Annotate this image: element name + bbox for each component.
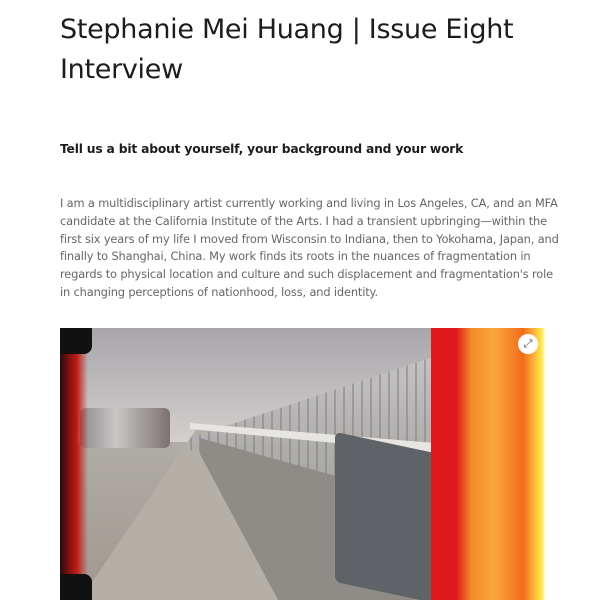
photo-cars <box>80 408 170 448</box>
article-photo[interactable] <box>60 328 546 600</box>
interview-question: Tell us a bit about yourself, your background and your work <box>60 142 464 156</box>
photo-left-light-leak <box>60 328 88 600</box>
photo-sign <box>335 432 440 600</box>
page-title: Stephanie Mei Huang | Issue Eight Interview <box>60 14 514 85</box>
film-corner-top <box>60 328 92 354</box>
film-corner-bottom <box>60 574 92 600</box>
photo-right-light-leak <box>431 328 546 600</box>
interview-answer: I am a multidisciplinary artist currently working and living in Los Angeles, CA, and an MFA candidate at the California Institute of the Arts. I had a transient upbringing—within the first six years of my life I moved from Wisconsin to Indiana, then to Yokohama, Japan, and finally to Shanghai, China. My work finds its roots in the nuances of fragmentation in regards to physical location and culture and such displacement and fragmentation's role in changing perceptions of nationhood, loss, and identity. <box>60 196 559 299</box>
expand-icon[interactable]: ⤢ <box>518 334 538 354</box>
